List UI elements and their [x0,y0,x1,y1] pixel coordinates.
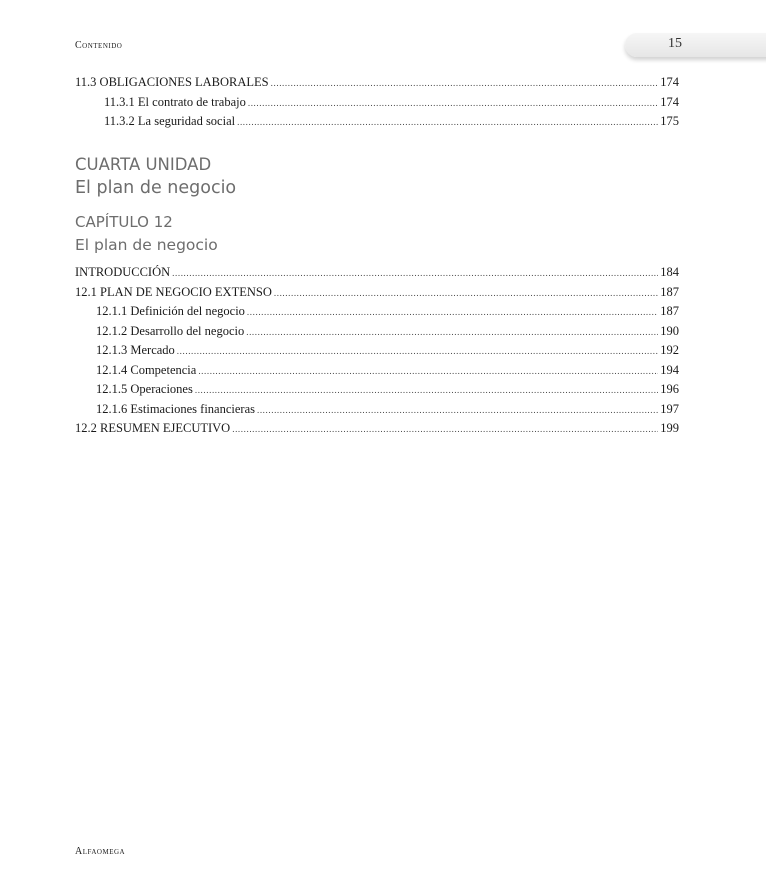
toc-entry-label: 12.1.3 Mercado [96,343,175,357]
toc-entry-page: 184 [660,265,679,279]
dot-leader [246,323,658,343]
dot-leader [232,420,658,440]
toc-entry-page: 187 [660,304,679,318]
dot-leader [247,303,658,323]
toc-entry [75,419,679,439]
dot-leader [257,401,658,421]
toc-entry-label: 11.3.2 La seguridad social [104,114,236,128]
dot-leader [177,342,658,362]
unit-heading [75,154,236,200]
unit-title: CUARTA UNIDAD [75,155,212,174]
page-number-tab [625,33,766,57]
toc-entry-page: 199 [660,421,679,435]
toc-entry-page: 197 [660,401,679,416]
publisher-footer: Alfaomega [75,846,126,857]
dot-leader [198,362,658,382]
dot-leader [237,113,658,133]
toc-entry [75,263,679,283]
toc-entry-label: INTRODUCCIÓN [75,265,171,279]
toc-entry-page: 175 [660,114,679,128]
toc-entry [75,112,679,132]
dot-leader [195,381,658,401]
dot-leader [271,74,659,94]
toc-entry [75,380,679,400]
chapter-subtitle: El plan de negocio [75,236,218,254]
toc-entry-page: 190 [660,323,679,338]
toc-entry-page: 194 [660,362,679,377]
toc-section-chapter [75,263,679,439]
toc-entry-label: 12.1.1 Definición del negocio [96,304,245,318]
dot-leader [172,264,658,284]
toc-entry [75,93,679,113]
toc-entry-page: 174 [660,75,679,89]
toc-entry-page: 187 [660,284,679,299]
toc-entry [75,361,679,381]
dot-leader [248,94,658,114]
toc-entry [75,73,679,93]
toc-entry-label: 11.3 OBLIGACIONES LABORALES [75,75,269,89]
toc-entry-label: 12.1.2 Desarrollo del negocio [96,323,245,338]
toc-entry [75,283,679,303]
toc-entry-label: 11.3.1 El contrato de trabajo [104,94,246,109]
chapter-title: CAPÍTULO 12 [75,213,173,231]
toc-entry-page: 192 [660,343,679,357]
toc-entry-label: 12.1.4 Competencia [96,362,197,377]
toc-entry [75,341,679,361]
toc-entry-label: 12.1 PLAN DE NEGOCIO EXTENSO [75,284,272,299]
toc-entry [75,400,679,420]
unit-subtitle: El plan de negocio [75,178,237,198]
running-header: Contenido [75,40,123,51]
toc-entry-label: 12.2 RESUMEN EJECUTIVO [75,421,231,435]
toc-section-top [75,73,679,132]
toc-entry [75,322,679,342]
toc-entry-label: 12.1.6 Estimaciones financieras [96,401,255,416]
chapter-heading [75,212,218,258]
page-number: 15 [668,36,682,51]
toc-entry-page: 196 [660,382,679,396]
toc-entry [75,302,679,322]
dot-leader [274,284,658,304]
toc-entry-label: 12.1.5 Operaciones [96,382,193,396]
toc-entry-page: 174 [660,94,679,109]
